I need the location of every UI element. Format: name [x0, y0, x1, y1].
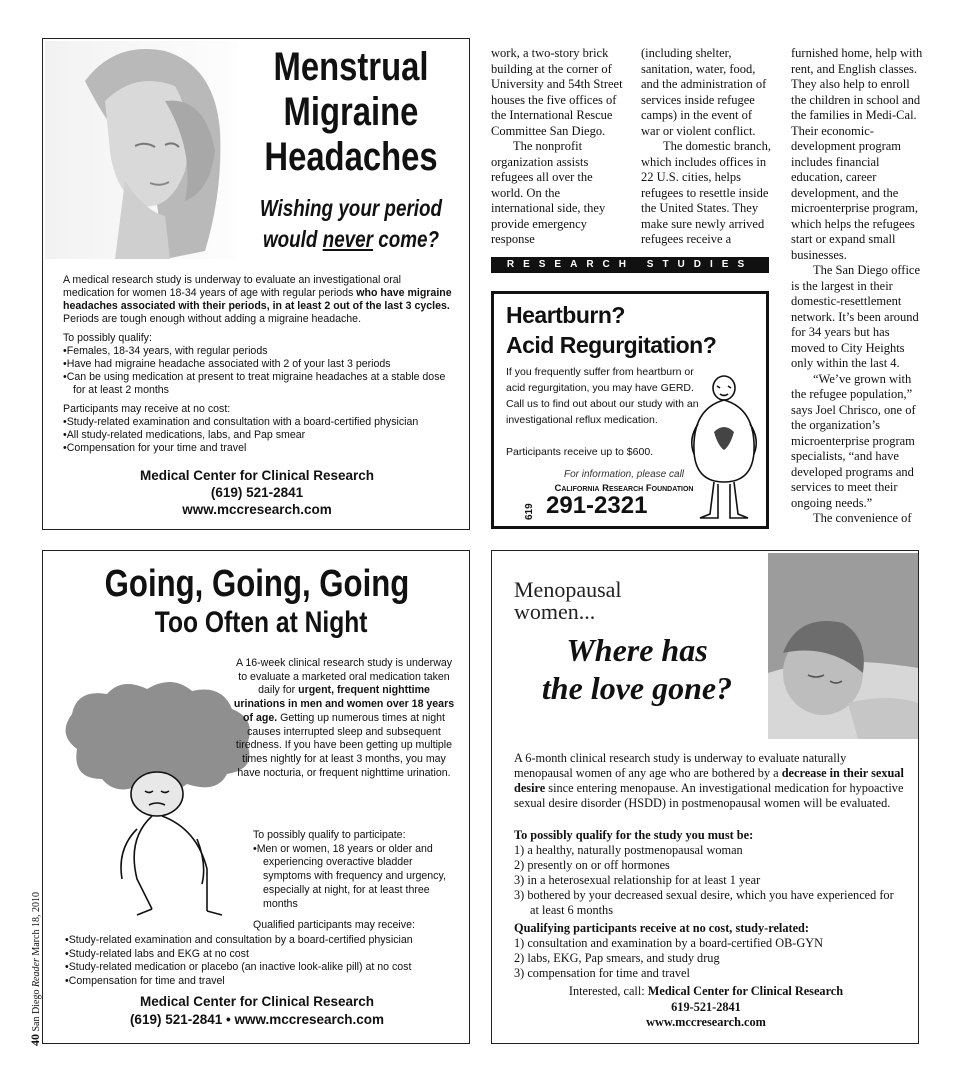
qualify-heading: To possibly qualify for the study you must be:	[514, 828, 754, 842]
page-number: 40	[28, 1034, 42, 1046]
receive-heading: Qualifying participants receive at no cost, study-related:	[514, 921, 809, 935]
article-paragraph: “We’ve grown with the refugee population,” says Joel Chrisco, one of the organization’s microenterprise program specialists, “and have developed programs and services to meet their ongoing needs.”	[791, 371, 916, 510]
receive-heading: Participants may receive at no cost:	[63, 403, 231, 415]
list-item: • Study-related examination and consultation with a board-certified physician	[63, 416, 455, 429]
nocturia-title	[82, 563, 433, 641]
list-item: 3) in a heterosexual relationship for at least 1 year	[514, 873, 761, 887]
qualify-heading: To possibly qualify to participate:	[253, 829, 406, 841]
migraine-subtitle-line2	[236, 224, 466, 255]
receive-list	[65, 934, 465, 989]
migraine-title-line1: Menstrual	[273, 45, 429, 89]
migraine-title	[236, 45, 466, 180]
org-name: Medical Center for Clinical Research	[139, 994, 375, 1009]
article-column-2	[641, 46, 773, 248]
nocturia-receive	[65, 934, 465, 989]
menopause-qualify	[514, 828, 904, 918]
phone-number[interactable]: 619-521-2841	[671, 999, 741, 1014]
heartburn-body: If you frequently suffer from heartburn or acid regurgitation, you may have GERD. Call us to find out about our study with an investigational reflux medication.	[506, 366, 699, 426]
article-paragraph: The domestic branch, which includes offices in 22 U.S. cities, helps refugees to resettle inside the United States. They make sure newly arrived refugees receive a	[641, 139, 771, 246]
intro-text: A 6-month clinical research study is underway to evaluate naturally menopausal women of any age who are bothered by a	[514, 751, 847, 780]
heartburn-ad	[491, 291, 769, 529]
menopause-title-line1: Menopausal	[514, 577, 622, 602]
nocturia-title-line2: Too Often at Night	[154, 606, 368, 639]
heartburn-title-line1: Heartburn?	[506, 302, 625, 328]
menopause-title	[514, 579, 622, 623]
menopause-receive	[514, 921, 904, 981]
migraine-subtitle-line1: Wishing your period	[259, 195, 443, 221]
subtitle-text: would	[262, 226, 323, 252]
list-item: • Study-related examination and consultation by a board-certified physician	[65, 934, 465, 948]
article-column-3	[791, 46, 923, 527]
intro-text: A 16-week clinical research study is underway to evaluate a marketed oral medication taken daily for	[235, 657, 453, 697]
list-item: • All study-related medications, labs, and Pap smear	[63, 429, 455, 442]
cartoon-man-illustration	[684, 374, 764, 524]
org-name: Medical Center for Clinical Research	[647, 984, 844, 998]
heartburn-org: California Research Foundation	[554, 483, 694, 494]
menopause-tagline	[502, 631, 772, 707]
menopause-title-line2: women...	[514, 599, 596, 624]
list-item: 2) presently on or off hormones	[514, 858, 670, 872]
list-item: • Have had migraine headache associated with 2 of your last 3 periods	[63, 358, 455, 371]
article-paragraph: furnished home, help with rent, and English classes. They also help to enroll the children in school and the families in Medi-Cal. Their economic-development program includes financial education, career development, and the microenterprise program, which helps the refugees start or expand small businesses.	[791, 46, 923, 262]
publication-name: Reader	[31, 958, 42, 988]
intro-text-end: Getting up numerous times at night causes interrupted sleep and subsequent tiredness. If you have been getting up multiple times nightly for at least 3 months, you may have nocturia, or frequent nighttime urination.	[235, 711, 453, 779]
nocturia-qualify	[253, 829, 453, 911]
heartburn-info: For information, please call	[563, 469, 685, 480]
nocturia-intro	[233, 657, 455, 780]
qualify-heading: To possibly qualify:	[63, 332, 152, 344]
woman-headache-photo	[45, 41, 237, 259]
list-item: 1) consultation and examination by a board-certified OB-GYN	[514, 936, 824, 950]
publication-prefix: San Diego	[31, 987, 42, 1032]
call-line	[492, 984, 919, 1000]
article-paragraph: The San Diego office is the largest in their domestic-resettlement network. It’s been around for 34 years but has moved to City Heights only within the last 4.	[791, 263, 921, 370]
sleeping-woman-photo	[768, 553, 918, 739]
migraine-contact	[43, 467, 470, 518]
call-label: Interested, call:	[568, 984, 648, 998]
migraine-ad	[42, 38, 470, 530]
menopause-tagline-line2: the love gone?	[541, 670, 733, 706]
list-item: 2) labs, EKG, Pap smears, and study drug	[514, 951, 720, 965]
qualify-list	[253, 843, 453, 912]
nocturia-receive-heading: Qualified participants may receive:	[253, 919, 415, 931]
article-paragraph: (including shelter, sanitation, water, food, and the administration of services inside refugee camps) in the event of war or violent conflict.	[641, 46, 767, 138]
org-name: Medical Center for Clinical Research	[139, 468, 375, 483]
article-paragraph: The nonprofit organization assists refugees all over the world. On the international side, they provide emergency response	[491, 139, 606, 246]
intro-text-end: Periods are tough enough without adding a migraine headache.	[63, 313, 362, 325]
intro-bold: who have migraine headaches associated with their periods, in at least 2 out of the last 3 cycles.	[63, 287, 452, 312]
intro-bold: decrease in their sexual desire	[514, 766, 904, 795]
issue-date: March 18, 2010	[31, 892, 42, 959]
menopause-ad	[491, 550, 919, 1044]
migraine-intro	[63, 274, 455, 326]
intro-bold: urgent, frequent nighttime urinations in men and women over 18 years of age.	[233, 684, 455, 724]
article-paragraph: work, a two-story brick building at the corner of University and 54th Street houses the five offices of the International Rescue Committee San Diego.	[491, 46, 623, 138]
list-item: • Females, 18-34 years, with regular periods	[63, 345, 455, 358]
heartburn-phone[interactable]: 291-2321	[546, 492, 648, 519]
nocturia-title-line1: Going, Going, Going	[104, 563, 410, 605]
article-paragraph: The convenience of	[813, 511, 912, 525]
subtitle-text-end: come?	[372, 226, 440, 252]
heartburn-title	[506, 300, 766, 360]
list-item: • Men or women, 18 years or older and experiencing overactive bladder symptoms with frequency and urgency, especially at night, for at least three months	[253, 843, 453, 912]
list-item: 1) a healthy, naturally postmenopausal woman	[514, 843, 743, 857]
migraine-title-line3: Headaches	[264, 135, 438, 179]
section-banner: RESEARCH STUDIES	[491, 257, 769, 273]
menopause-contact	[492, 984, 919, 1031]
subtitle-never: never	[322, 226, 373, 252]
nocturia-contact	[43, 993, 470, 1029]
list-item: 3) bothered by your decreased sexual desire, which you have experienced for at least 6 months	[514, 888, 894, 917]
qualify-list	[63, 345, 455, 397]
migraine-subtitle	[236, 193, 466, 255]
list-item: • Compensation for your time and travel	[63, 442, 455, 455]
list-item: • Study-related labs and EKG at no cost	[65, 948, 465, 962]
list-item: • Study-related medication or placebo (an inactive look-alike pill) at no cost	[65, 961, 465, 975]
heartburn-title-line2: Acid Regurgitation?	[506, 332, 717, 358]
list-item: • Can be using medication at present to treat migraine headaches at a stable dose for at least 2 months	[63, 371, 455, 397]
website-link[interactable]: www.mccresearch.com	[182, 502, 332, 517]
list-item: • Compensation for time and travel	[65, 975, 465, 989]
page-folio	[28, 892, 43, 1046]
list-item: 3) compensation for time and travel	[514, 966, 690, 980]
receive-list	[63, 416, 455, 455]
phone-number[interactable]: (619) 521-2841	[210, 485, 304, 500]
menopause-tagline-line1: Where has	[566, 632, 708, 668]
nocturia-ad	[42, 550, 470, 1044]
menopause-intro	[514, 751, 904, 811]
article-column-1	[491, 46, 623, 248]
contact-line[interactable]: (619) 521-2841 • www.mccresearch.com	[129, 1012, 385, 1027]
heartburn-pay: Participants receive up to $600.	[506, 446, 654, 458]
website-link[interactable]: www.mccresearch.com	[646, 1015, 766, 1029]
intro-text-end: since entering menopause. An investigational medication for hypoactive sexual desire disorder (HSDD) in postmenopausal women will be evaluated.	[514, 781, 904, 810]
heartburn-area-code: 619	[524, 503, 535, 520]
migraine-title-line2: Migraine	[283, 90, 419, 134]
intro-text: A medical research study is underway to evaluate an investigational oral medication for women 18-34 years of age with regular periods	[63, 274, 402, 299]
migraine-body	[63, 274, 455, 455]
